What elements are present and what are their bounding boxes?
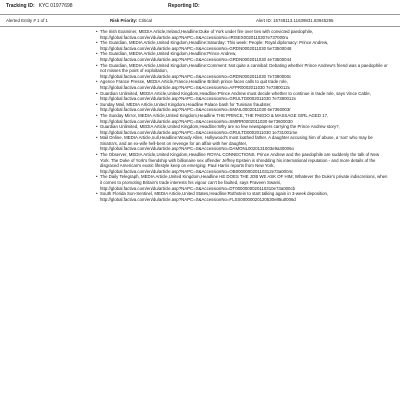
bullet-icon: •	[96, 191, 98, 197]
list-item	[96, 135, 388, 152]
list-item	[96, 124, 388, 135]
bullet-icon: •	[96, 79, 98, 85]
list-item	[96, 63, 388, 80]
list-item	[96, 91, 388, 102]
article-citation: The Daily Telegraph, MEDIA Article,United Kingdom,Headline HE DOES THE JOB WE ASK OF HIM; Whatever the Duke's private indiscretions, when it comes to promoting Britain's trade interests his vigour can't be faulted, says Praveen Swami,	[100, 174, 388, 186]
article-url: http://global.factiva.com/en/du/article.asp?NAPC=S&AccessionNo=GRULTD0002011030 7e7380012x	[100, 96, 296, 102]
bullet-icon: •	[96, 174, 98, 180]
article-url: http://global.factiva.com/en/du/article.asp?NAPC=S&AccessionNo=FLSS00000020120530e85u0006d	[100, 196, 296, 202]
article-url: http://global.factiva.com/en/du/article.asp?NAPC=S&AccessionNo=GRULTD0002011030 1e731001me	[100, 129, 298, 135]
article-url: http://global.factiva.com/en/du/article.asp?NAPC=S&AccessionNo=GRDN0002011030 7e7380000c	[100, 73, 292, 79]
article-citation: The Irish Examiner, MEDIA Article,Ireland,Headline:Duke of York under fire over ties with convicted paedophile,	[100, 29, 314, 34]
bullet-icon: •	[96, 101, 98, 107]
bullet-icon: •	[96, 152, 98, 158]
article-citation: The Sunday Mirror, MEDIA Article,United Kingdom,Headline THE PRINCE, THE PAEDO & MASSAGE GIRL AGED 17,	[100, 112, 329, 118]
list-item	[96, 40, 388, 51]
list-item	[96, 79, 388, 90]
bullet-icon: •	[96, 124, 98, 130]
article-url: http://global.factiva.com/en/du/article.asp?NAPC=S&AccessionNo=AFPR0002011030 7e7380012x	[100, 84, 290, 90]
alert-id-value: 15748113.11639831.83945295	[273, 18, 334, 23]
article-citation: The Guardian, MEDIA Article,United Kingdom,Headline:Comment: Not quite a cannibal: Debating whether Prince Andrew's friend was a paedophile or not misses the point of exploitation,	[100, 62, 388, 74]
media-article-list	[96, 29, 388, 202]
article-url: http://global.factiva.com/en/du/article.asp?NAPC=S&AccessionNo=OB000000020110312e73a0004c	[100, 168, 294, 174]
article-citation: Mail Online, MEDIA Article,null,Headline:Woody Allen, Hollywood's most loathed father. A daughter accusing him of abuse, a 'son' who may be Sinatra's, and an ex-wife hell-bent on revenge for an affair with her daughter,	[100, 135, 373, 146]
list-item	[96, 29, 388, 40]
article-citation: The Guardian, MEDIA Article,United Kingdom,Headline:Prince Andrew,	[100, 51, 237, 57]
risk-priority-field	[110, 16, 152, 25]
alert-id-label: Alert ID:	[256, 18, 272, 23]
bullet-icon: •	[96, 62, 98, 68]
reporting-id-label: Reporting ID:	[168, 3, 200, 9]
list-item	[96, 102, 388, 113]
article-url: http://global.factiva.com/en/du/article.asp?NAPC=S&AccessionNo=GRDN0002011030 4e73500044	[100, 56, 292, 62]
article-citation: South Florida Sun-Sentinel, MEDIA Article,United States,Headline:Rothstein to start talking again in 3-week deposition,	[100, 191, 329, 197]
alert-subheader	[0, 16, 400, 25]
alert-id-field	[256, 16, 334, 25]
article-url: http://global.factiva.com/en/du/article.asp?NAPC=S&AccessionNo=SMAIL0002011030 6e7360003r	[100, 107, 291, 113]
article-url: http://global.factiva.com/en/du/article.asp?NAPC=S&AccessionNo=GRDN0002011030 5e73500048	[100, 45, 292, 51]
bullet-icon: •	[96, 51, 98, 57]
tracking-id-field	[6, 0, 73, 13]
article-citation: Sunday Mail, MEDIA Article,United Kingdom,Headline Palace bash for Tunisian fraudster,	[100, 101, 272, 107]
list-item	[96, 152, 388, 174]
article-citation: The Observer, MEDIA Article,United Kingdom,Headline ROYAL CONNECTIONS. Prince Andrew and the paedophile are suddenly the talk of New York. The Duke of York's friendship with billionaire sex offender Jeffrey Epstein is shredding his international reputation - and more details of the disgraced American's exotic lifestyle keep on emerging. Paul Harris reports from New York,	[100, 152, 380, 169]
article-url: http://global.factiva.com/en/du/article.asp?NAPC=S&AccessionNo=DAMONL0020131003e9a30006o	[100, 146, 294, 152]
report-header	[0, 0, 400, 13]
list-item	[96, 174, 388, 191]
subheader-divider	[0, 26, 400, 27]
list-item	[96, 113, 388, 124]
article-url: http://global.factiva.com/en/du/article.asp?NAPC=S&AccessionNo=IRISEX0020110307e737000ru	[100, 34, 289, 40]
article-url: http://global.factiva.com/en/du/article.asp?NAPC=S&AccessionNo=DT0000000020110310e73a000cb	[100, 185, 296, 191]
tracking-id-value: KYC 01977698	[38, 3, 73, 9]
article-citation: Guardian Unlimited, MEDIA Article,United Kingdom,Headline:Why are so few newspapers carrying the Prince Andrew story?,	[100, 124, 340, 130]
article-citation: Agence France Presse, MEDIA Article,France,Headline British prince faces calls to quit trade role,	[100, 79, 288, 85]
reporting-id-field	[168, 0, 204, 13]
alerted-entity-count: Alerted Entity # 1 of 1	[6, 18, 48, 23]
tracking-id-label: Tracking ID:	[6, 3, 35, 9]
list-item	[96, 51, 388, 62]
header-divider	[0, 14, 400, 15]
bullet-icon: •	[96, 112, 98, 118]
article-citation: The Guardian, MEDIA Article,United Kingdom,Headline:Saturday: This week: People: Royal diplomacy: Prince Andrew,	[100, 40, 329, 46]
article-url: http://global.factiva.com/en/du/article.asp?NAPC=S&AccessionNo=SMIRR0002011030 6e73600030	[100, 118, 293, 124]
list-item	[96, 191, 388, 202]
risk-priority-label: Risk Priority:	[110, 18, 138, 23]
bullet-icon: •	[96, 40, 98, 46]
article-citation: Guardian Unlimited, MEDIA Article,United Kingdom,Headline:Prince Andrew must decide whether to continue in trade role, says Vince Cable,	[100, 90, 371, 96]
bullet-icon: •	[96, 135, 98, 141]
risk-priority-value: Critical	[138, 18, 152, 23]
bullet-icon: •	[96, 90, 98, 96]
bullet-icon: •	[96, 29, 98, 34]
